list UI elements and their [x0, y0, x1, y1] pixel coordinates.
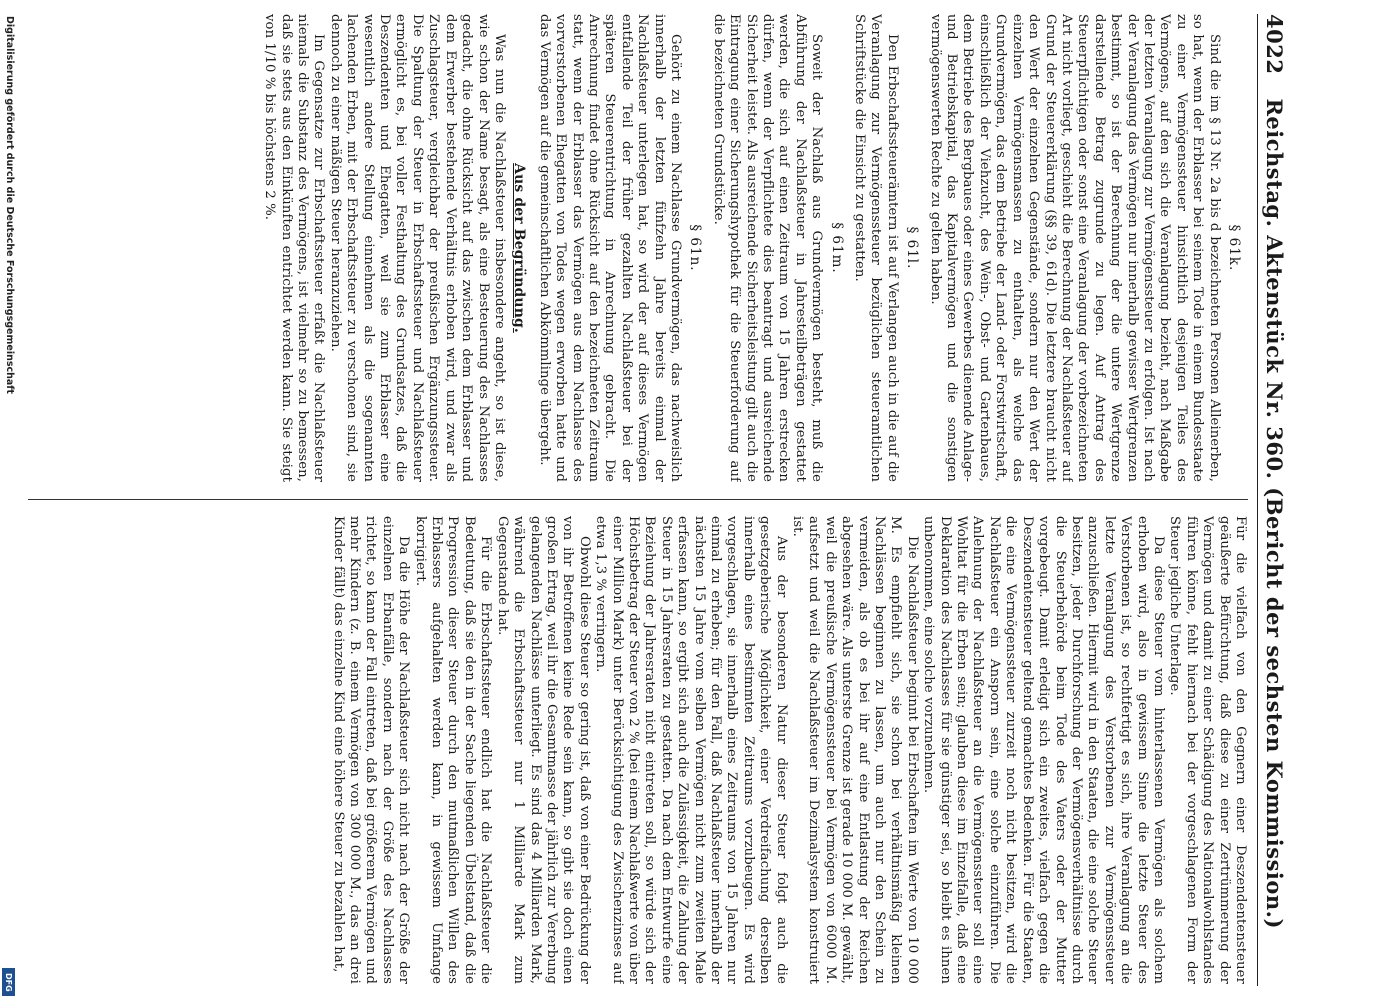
paragraph: Da die Höhe der Nachlaßsteuer sich nicht nach der Größe der einzelnen Erbanfälle, sondern nach der Größe des Nachlasses richtet, so kann der Fall eintreten, daß bei größerem Vermögen und mehr Kindern (z. B. einem Vermögen von 300 000 M., das an drei Kinder fällt) das einzelne Kind eine höhere Steuer zu bezahlen hat, — [330, 516, 412, 984]
dfg-logo — [2, 968, 15, 996]
paragraph: Was nun die Nachlaßsteuer insbesondere angeht, so ist diese, wie schon der Name besagt, als eine Besteuerung des Nachlasses gedacht, die ohne Rücksicht auf das zwischen dem Erblasser und dem Erwerber bestehende Verhältnis erhoben wird, und zwar als Zuschlagsteuer, vergleichbar der preußischen Ergänzungssteuer. Die Spaltung der Steuer in Erbschaftssteuer und Nachlaßsteuer ermöglicht es, bei voller Festhaltung des Grundsatzes, daß die Deszendenten und Ehegatten, weil sie zum Erblasser eine wesentlich andere Stellung einnehmen als die sogenannten lachenden Erben, mit der Erbschaftssteuer zu verschonen sind, sie dennoch zu einer mäßigen Steuer heranzuziehen. — [327, 14, 507, 482]
page-header — [1257, 14, 1292, 986]
paragraph: Die Nachlaßsteuer beginnt bei Erbschaften im Werte von 10 000 M. Es empfiehlt sich, sie schon bei verhältnismäßig kleinen Nachlässen beginnen zu lassen, um auch nur den Schein zu vermeiden, als ob es bei ihr auf eine Entlastung der Reichen abgesehen wäre. Als unterste Grenze ist gerade 10 000 M. gewählt, weil die preußische Vermögenssteuer bei Vermögen von 6000 M. aufsetzt und weil die Nachlaßsteuer im Dezimalsystem konstruiert ist. — [790, 516, 920, 984]
section-heading: § 61l. — [904, 226, 921, 270]
right-column — [28, 516, 1248, 984]
credit-text: Digitalisierung gefördert durch die Deutsche Forschungsgemeinschaft — [4, 16, 15, 394]
dfg-logo-text: DFG — [4, 972, 13, 992]
subsection-heading: Aus der Begründung. — [511, 163, 528, 333]
paragraph: Sind die im § 13 Nr. 2a bis d bezeichneten Personen Alleinerben, so hat, wenn der Erblasser bei seinem Tode in einem Bundesstaate zu einer Vermögenssteuer hinsichtlich desjenigen Teiles des Vermögens, auf den sich die Veranlagung bezieht, nach Maßgabe der letzten Veranlagung zur Vermögenssteuer zu erfolgen. Ist nach der Veranlagung das Vermögen nur innerhalb gewisser Wertgrenzen bestimmt, so ist der Berechnung der die untere Wertgrenze darstellende Betrag zugrunde zu legen. Auf Antrag des Steuerpflichtigen oder sonst eine Veranlagung der vorbezeichneten Art nicht vorliegt, geschieht die Berechnung der Nachlaßsteuer auf Grund der Steuererklärung (§§ 39, 61d). Die letztere braucht nicht den Wert der einzelnen Gegenstände, sondern nur den Wert der einzelnen Vermögensmassen zu enthalten, als welche das Grundvermögen, das dem Betriebe der Land- oder Forstwirtschaft, einschließlich der Viehzucht, des Wein-, Obst- und Gartenbaues, dem Betriebe des Bergbaues oder eines Gewerbes dienende Anlage- und Betriebskapital, das Kapitalvermögen und die sonstigen vermögenswerten Rechte zu gelten haben. — [927, 14, 1222, 482]
paragraph: Obwohl diese Steuer so gering ist, daß von einer Bedrückung der von ihr Betroffenen keine Rede sein kann, so gibt sie doch einen großen Ertrag, weil ihr die Gesamtmasse der jährlich zur Vererbung gelangenden Nachlässe unterliegt. Es sind das 4 Milliarden Mark, während die Erbschaftssteuer nur 1 Milliarde Mark zum Gegenstande hat. — [494, 516, 592, 984]
paragraph: Für die vielfach von den Gegnern einer Deszendentensteuer geäußerte Befürchtung, daß diese zu einer Zertrümmerung der Vermögen und damit zu einer Schädigung des Nationalwohlstandes führen könne, fehlt hiernach bei der vorgeschlagenen Form der Steuer jegliche Unterlage. — [1167, 516, 1248, 984]
section-heading: § 61m. — [828, 222, 845, 274]
rotated-document-page — [16, 14, 1292, 986]
paragraph: Aus der besonderen Natur dieser Steuer folgt auch die gesetzgeberische Möglichkeit, einer Verdreifachung derselben innerhalb eines bestimmten Zeitraums vorzubeugen. Es wird vorgeschlagen, sie innerhalb eines Zeitraums von 15 Jahren nur einmal zu erheben; für den Fall, daß Nachlaßsteuer innerhalb der nächsten 15 Jahre vom selben Vermögen nicht zum zweiten Male erfassen kann, so ergibt sich auch die Zulässigkeit, die Zahlung der Steuer in 15 Jahresraten zu gestatten. Da nach dem Entwurfe eine Beziehung der Jahresraten nicht eintreten soll, so würde sich der Höchstbetrag der Steuer von 2 % (bei einem Nachlaßwerte von über einer Million Mark) unter Berücksichtigung des Zwischenzinses auf etwa 1,3 % verringern. — [593, 516, 789, 984]
paragraph: Den Erbschaftssteuerämtern ist auf Verlangen auch in die auf die Veranlagung zur Vermögenssteuer bezüglichen steueramtlichen Schriftstücke die Einsicht zu gestatten. — [852, 14, 900, 482]
paragraph: Da diese Steuer vom hinterlassenen Vermögen als solchem erhoben wird, also in gewissem Sinne die letzte Steuer des Verstorbenen ist, so rechtfertigt es sich, ihre Veranlagung an die letzte Veranlagung des Verstorbenen zur Vermögenssteuer anzuschließen. Hiermit wird in den Staaten, die eine solche Steuer besitzen, jeder Durchforschung der Vermögensverhältnisse durch die Steuerbehörde beim Tode des Vaters oder der Mutter vorgebeugt. Damit erledigt sich ein zweites, vielfach gegen die Deszendentensteuer geltend gemachtes Bedenken. Für die Staaten, die eine Vermögenssteuer zurzeit noch nicht besitzen, wird die Nachlaßsteuer ein Ansporn sein, eine solche einzuführen. Die Anlehnung der Nachlaßsteuer an die Vermögenssteuer soll eine Wohltat für die Erben sein; glauben diese im Einzelfalle, daß eine Deklaration des Nachlasses für sie günstiger sei, so bleibt es ihnen unbenommen, eine solche vorzunehmen. — [921, 516, 1166, 984]
paragraph: Gehört zu einem Nachlasse Grundvermögen, das nachweislich innerhalb der letzten fünfzehn Jahre bereits einmal der Nachlaßsteuer unterlegen hat, so wird der auf dieses Vermögen entfallende Teil der früher gezahlten Nachlaßsteuer bei der späteren Steuerentrichtung in Anrechnung gebracht. Die Anrechnung findet ohne Rücksicht auf den bezeichneten Zeitraum statt, wenn der Erblasser das Vermögen aus dem Nachlasse des vorverstorbenen Ehegatten von Todes wegen erworben hatte und das Vermögen auf die gemeinschaftlichen Abkömmlinge übergeht. — [536, 14, 683, 482]
left-column — [28, 14, 1248, 482]
page-number: 4022 — [1262, 14, 1288, 75]
digitization-credit — [3, 14, 17, 980]
section-heading: § 61n. — [687, 224, 704, 272]
column-divider — [28, 499, 1248, 500]
running-head: Reichstag. Aktenstück Nr. 360. (Bericht der sechsten Kommission.) — [1262, 98, 1288, 929]
paragraph: Im Gegensatze zur Erbschaftssteuer erfaßt die Nachlaßsteuer niemals die Substanz des Vermögens, ist vielmehr so zu bemessen, daß sie stets aus den Einkünften entrichtet werden kann. Sie steigt von 1/10 % bis höchstens 2 %. — [262, 14, 327, 482]
section-heading: § 61k. — [1226, 224, 1242, 272]
paragraph: Für die Erbschaftssteuer endlich hat die Nachlaßsteuer die Bedeutung, daß sie den in der Sache liegenden Übelstand, daß die Progression dieser Steuer durch den mutmaßlichen Willen des Erblassers aufgehalten werden kann, in gewissem Umfange korrigiert. — [412, 516, 494, 984]
paragraph: Soweit der Nachlaß aus Grundvermögen besteht, muß die Abführung der Nachlaßsteuer in Jahresteilbeträgen gestattet werden, die sich auf einen Zeitraum von 15 Jahren erstrecken dürfen, wenn der Verpflichtete dies beantragt und ausreichende Sicherheit leistet. Als ausreichende Sicherheitsleistung gilt auch die Eintragung einer Sicherungshypothek für die Steuerforderung auf die bezeichneten Grundstücke. — [710, 14, 825, 482]
